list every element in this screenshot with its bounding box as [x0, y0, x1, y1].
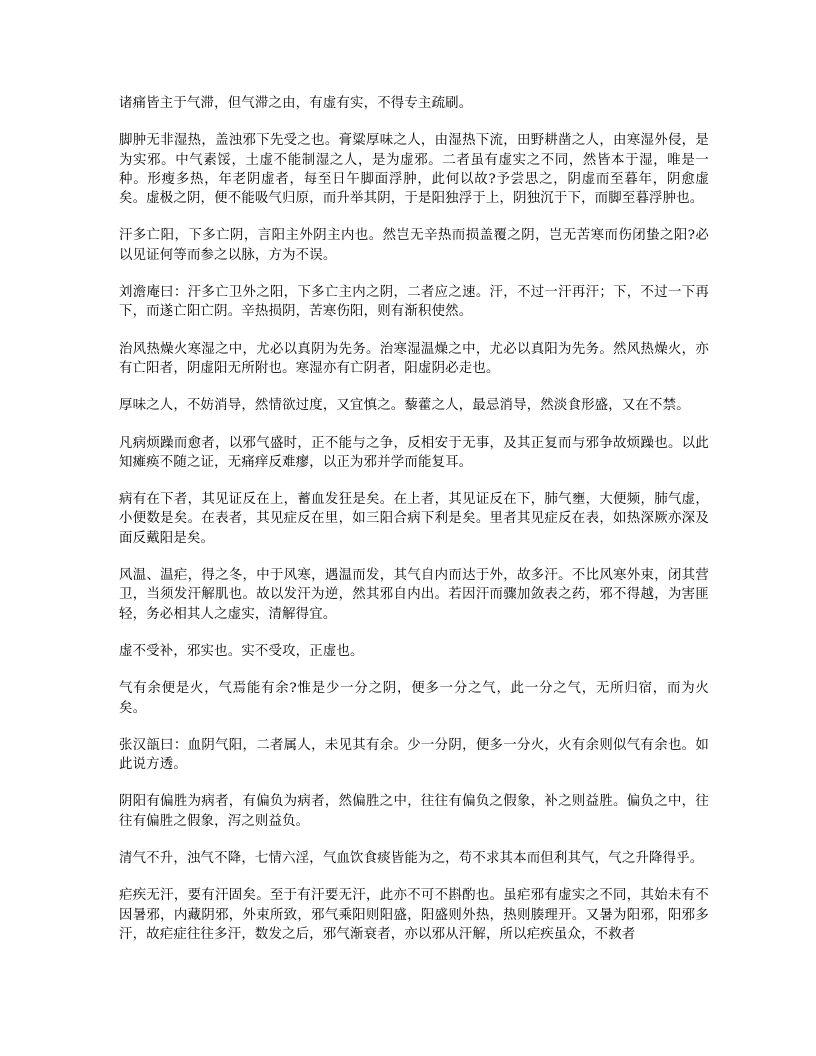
paragraph-2: 脚肿无非湿热，盖浊邪下先受之也。膏粱厚味之人，由湿热下流，田野耕凿之人，由寒湿外侵，是为实邪。中气素馁，土虚不能制湿之人，是为虚邪。二者虽有虚实之不同，然皆本于湿，唯是一种。形瘦多热，年老阴虚者，每至日午脚面浮肿，此何以故?予尝思之，阴虚而至暮年，阴愈虚矣。虚极之阴，便不能吸气归原，而升举其阴，于是阳独浮于上，阴独沉于下，而脚至暮浮肿也。 — [119, 133, 709, 207]
paragraph-7: 凡病烦躁而愈者，以邪气盛时，正不能与之争，反相安于无事，及其正复而与邪争故烦躁也。以此知瘫痪不随之证，无痛痒反难瘳，以正为邪并学而能复耳。 — [119, 435, 709, 470]
document-page — [119, 94, 709, 962]
paragraph-3: 汗多亡阳，下多亡阴，言阳主外阴主内也。然岂无辛热而损盖覆之阴，岂无苦寒而伤闭蛰之阳?必以见证何等而参之以脉，方为不误。 — [119, 228, 709, 263]
paragraph-12: 张汉瓿曰：血阴气阳，二者属人，未见其有余。少一分阴，便多一分火，火有余则似气有余也。如此说方透。 — [119, 737, 709, 773]
paragraph-6: 厚味之人，不妨消导，然情欲过度，又宜慎之。藜藿之人，最忌消导，然淡食形盛，又在不禁。 — [119, 398, 690, 414]
paragraph-15: 疟疾无汗，要有汗固矣。至于有汗要无汗，此亦不可不斟酌也。虽疟邪有虚实之不同，其始未有不因暑邪，内藏阴邪，外束所致，邪气乘阳则阳盛，阳盛则外热，热则腠理开。又暑为阳邪，阳邪多汗，故疟症往往多汗，数发之后，邪气渐衰者，亦以邪从汗解，所以疟疾虽众，不救者 — [119, 888, 709, 942]
paragraph-1: 诸痛皆主于气滞，但气滞之由，有虚有实，不得专主疏刷。 — [119, 96, 473, 111]
paragraph-4: 刘澹庵曰：汗多亡卫外之阳，下多亡主内之阴，二者应之速。汗，不过一汗再汗；下，不过一下再下，而遂亡阳亡阴。辛热损阴，苦寒伤阳，则有渐积使然。 — [119, 285, 709, 320]
paragraph-14: 清气不升，浊气不降，七情六淫，气血饮食痰皆能为之，苟不求其本而但利其气，气之升降得乎。 — [119, 851, 704, 867]
paragraph-9: 风温、温疟，得之冬，中于风寒，遇温而发，其气自内而达于外，故多汗。不比风寒外束，闭其营卫，当须发汗解肌也。故以发汗为逆，然其邪自内出。若因汗而骤加敛表之药，邪不得越，为害匪轻，务必相其人之虚实，清解得宜。 — [119, 568, 709, 622]
paragraph-8: 病有在下者，其见证反在上，蓄血发狂是矣。在上者，其见证反在下，肺气壅，大便频，肺气虚，小便数是矣。在表者，其见症反在里，如三阳合病下利是矣。里者其见症反在表，如热深厥亦深及面反戴阳是矣。 — [119, 492, 709, 546]
paragraph-13: 阴阳有偏胜为病者，有偏负为病者，然偏胜之中，往往有偏负之假象，补之则益胜。偏负之中，往往有偏胜之假象，泻之则益负。 — [119, 794, 709, 829]
paragraph-11: 气有余便是火，气焉能有余?惟是少一分之阴，便多一分之气，此一分之气，无所归宿，而为火矣。 — [119, 681, 709, 716]
paragraph-5: 治风热燥火寒湿之中，尤必以真阴为先务。治寒湿温燥之中，尤必以真阳为先务。然风热燥火，亦有亡阳者，阴虚阳无所附也。寒湿亦有亡阴者，阳虚阴必走也。 — [119, 341, 709, 376]
paragraph-10: 虚不受补，邪实也。实不受攻，正虚也。 — [119, 643, 364, 659]
